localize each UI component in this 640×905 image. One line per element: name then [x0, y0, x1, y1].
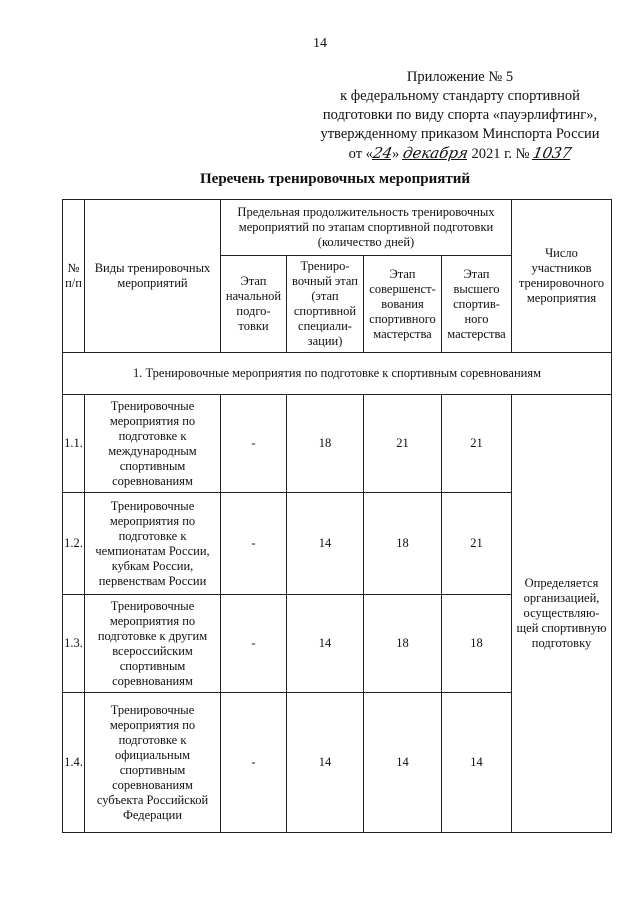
table-row [63, 395, 612, 493]
date-prefix: от « [348, 146, 373, 162]
row-training: 14 [287, 693, 364, 833]
date-year: 2021 г. № [471, 146, 530, 162]
date-mid: » [392, 146, 400, 162]
row-num: 1.4. [63, 693, 85, 833]
header-num: № п/п [63, 200, 85, 353]
participants-note: Определяется организацией, осуществляю-щей спортивную подготовку [512, 395, 612, 833]
handwritten-day: 24 [371, 144, 394, 162]
training-events-table [62, 199, 612, 833]
row-improvement: 14 [364, 693, 442, 833]
appendix-title: Приложение № 5 [406, 69, 514, 85]
row-training: 14 [287, 493, 364, 595]
appendix-line-4: утвержденному приказом Минспорта России [320, 126, 600, 142]
row-name: Тренировочные мероприятия по подготовке к другим всероссийским спортивным соревнованиям [85, 595, 221, 693]
handwritten-month: декабря [401, 144, 470, 162]
row-improvement: 21 [364, 395, 442, 493]
page-number: 14 [313, 36, 327, 51]
row-highest: 18 [442, 595, 512, 693]
header-stage-initial: Этап начальной подго-товки [221, 256, 287, 353]
row-initial: - [221, 493, 287, 595]
row-name: Тренировочные мероприятия по подготовке к официальным спортивным соревнованиям субъекта Российской Федерации [85, 693, 221, 833]
row-num: 1.1. [63, 395, 85, 493]
header-stage-highest: Этап высшего спортив-ного мастерства [442, 256, 512, 353]
row-initial: - [221, 693, 287, 833]
header-stage-improvement: Этап совершенст-вования спортивного мастерства [364, 256, 442, 353]
appendix-line-2: к федеральному стандарту спортивной [340, 88, 580, 104]
handwritten-order-number: 1037 [531, 144, 574, 162]
header-duration-group: Предельная продолжительность тренировочных мероприятий по этапам спортивной подготовки (количество дней) [221, 200, 512, 256]
header-types: Виды тренировочных мероприятий [85, 200, 221, 353]
document-title: Перечень тренировочных мероприятий [200, 171, 470, 187]
row-name: Тренировочные мероприятия по подготовке к чемпионатам России, кубкам России, первенствам России [85, 493, 221, 595]
row-training: 18 [287, 395, 364, 493]
row-highest: 21 [442, 493, 512, 595]
row-num: 1.3. [63, 595, 85, 693]
section-heading: 1. Тренировочные мероприятия по подготовке к спортивным соревнованиям [63, 353, 612, 395]
appendix-line-3: подготовки по виду спорта «пауэрлифтинг», [322, 107, 598, 123]
row-initial: - [221, 595, 287, 693]
row-improvement: 18 [364, 493, 442, 595]
appendix-header [310, 68, 610, 164]
row-num: 1.2. [63, 493, 85, 595]
row-name: Тренировочные мероприятия по подготовке к международным спортивным соревнованиям [85, 395, 221, 493]
row-initial: - [221, 395, 287, 493]
row-highest: 21 [442, 395, 512, 493]
row-highest: 14 [442, 693, 512, 833]
header-participants: Число участников тренировочного мероприятия [512, 200, 612, 353]
header-stage-training: Трениро-вочный этап (этап спортивной специали-зации) [287, 256, 364, 353]
row-training: 14 [287, 595, 364, 693]
row-improvement: 18 [364, 595, 442, 693]
appendix-date-line [310, 144, 610, 164]
